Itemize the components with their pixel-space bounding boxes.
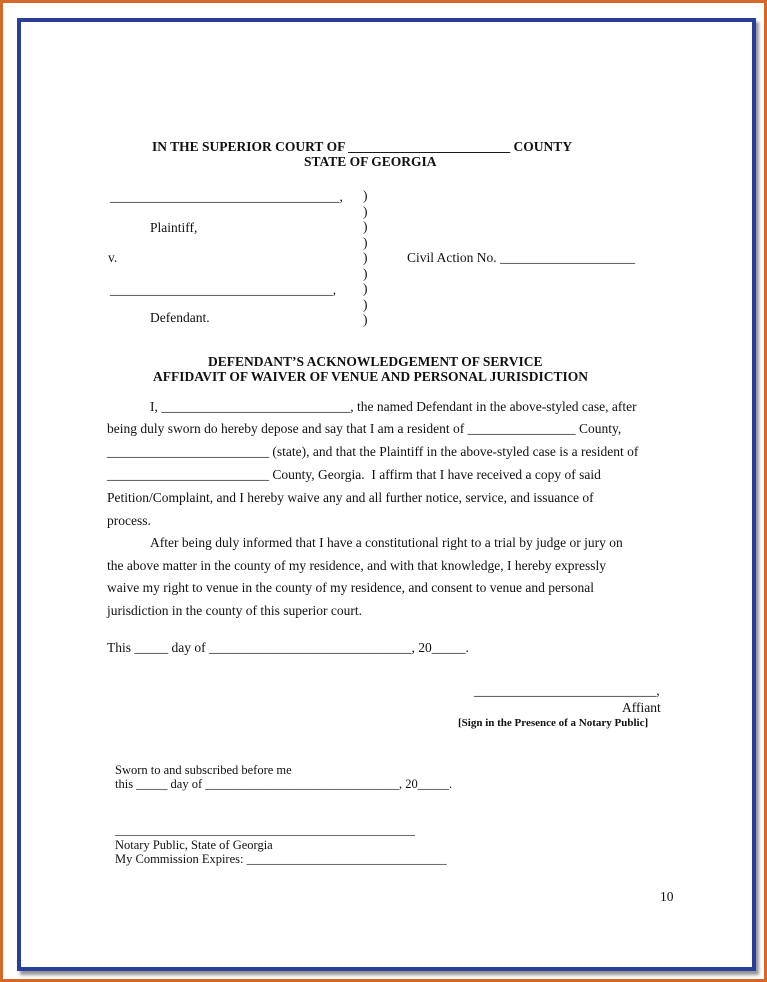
defendant-name-blank: _________________________________, bbox=[110, 282, 337, 297]
paragraph-line: waive my right to venue in the county of my residence, and consent to venue and personal bbox=[107, 580, 594, 595]
affiant-signature-line: ___________________________, bbox=[474, 683, 660, 698]
paragraph-line: being duly sworn do hereby depose and say that I am a resident of ________________ County, bbox=[107, 421, 622, 436]
notary-signature-line: ________________________________________________ bbox=[115, 823, 415, 837]
plaintiff-label: Plaintiff, bbox=[150, 220, 198, 235]
paren: ) bbox=[363, 250, 368, 265]
paren: ) bbox=[363, 312, 368, 327]
paren: ) bbox=[363, 219, 368, 234]
paragraph-line: After being duly informed that I have a constitutional right to a trial by judge or jury on bbox=[150, 535, 623, 550]
execution-date-line: This _____ day of ______________________________, 20_____. bbox=[107, 640, 469, 655]
state-heading: STATE OF GEORGIA bbox=[304, 154, 437, 169]
paren: ) bbox=[363, 281, 368, 296]
document-title: DEFENDANT’S ACKNOWLEDGEMENT OF SERVICE bbox=[208, 354, 543, 369]
civil-action-number: Civil Action No. ____________________ bbox=[407, 250, 636, 265]
paren: ) bbox=[363, 297, 368, 312]
document-page bbox=[17, 18, 756, 971]
affiant-label: Affiant bbox=[622, 700, 661, 715]
notary-title: Notary Public, State of Georgia bbox=[115, 838, 273, 852]
paren: ) bbox=[363, 266, 368, 281]
notary-date-line: this _____ day of _______________________________, 20_____. bbox=[115, 777, 453, 791]
paragraph-line: Petition/Complaint, and I hereby waive any and all further notice, service, and issuance of bbox=[107, 490, 594, 505]
commission-expires: My Commission Expires: ________________________________ bbox=[115, 852, 447, 866]
paren: ) bbox=[363, 188, 368, 203]
paragraph-line: jurisdiction in the county of this superior court. bbox=[107, 603, 362, 618]
notary-instruction: [Sign in the Presence of a Notary Public] bbox=[458, 717, 649, 729]
paren: ) bbox=[363, 235, 368, 250]
paragraph-line: process. bbox=[107, 513, 151, 528]
defendant-label: Defendant. bbox=[150, 310, 210, 325]
versus-label: v. bbox=[108, 250, 118, 265]
paren: ) bbox=[363, 204, 368, 219]
paragraph-line: I, ____________________________, the named Defendant in the above-styled case, after bbox=[150, 399, 637, 414]
page-number: 10 bbox=[660, 889, 674, 904]
document-subtitle: AFFIDAVIT OF WAIVER OF VENUE AND PERSONAL JURISDICTION bbox=[153, 369, 588, 384]
paragraph-line: ________________________ (state), and that the Plaintiff in the above-styled case is a resident of bbox=[107, 444, 639, 459]
court-heading: IN THE SUPERIOR COURT OF ________________________ COUNTY bbox=[152, 139, 573, 154]
sworn-statement: Sworn to and subscribed before me bbox=[115, 763, 292, 777]
paragraph-line: ________________________ County, Georgia. I affirm that I have received a copy of said bbox=[107, 467, 601, 482]
paragraph-line: the above matter in the county of my residence, and with that knowledge, I hereby expressly bbox=[107, 558, 606, 573]
plaintiff-name-blank: __________________________________, bbox=[110, 189, 343, 204]
